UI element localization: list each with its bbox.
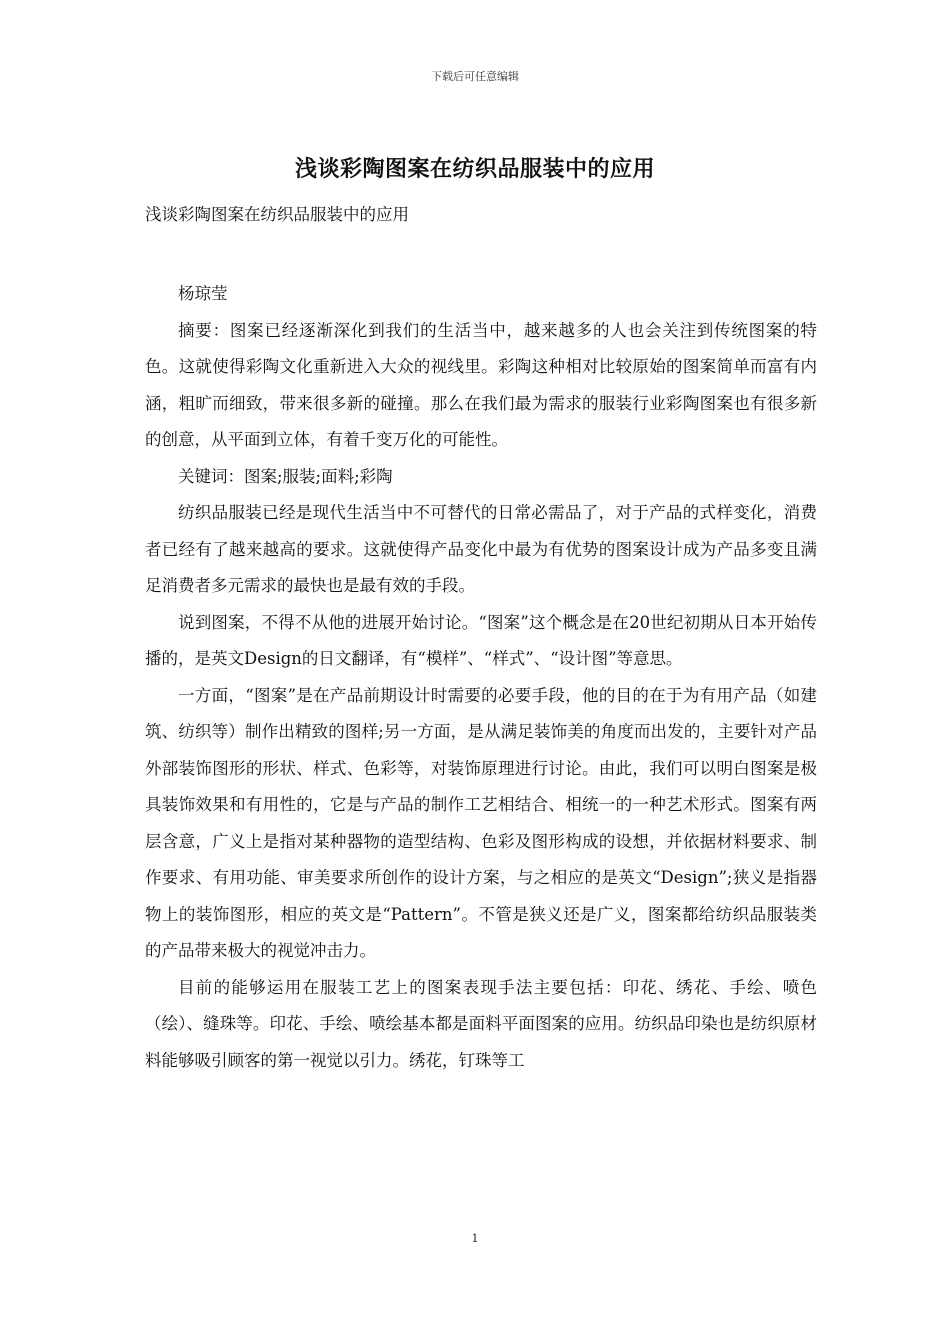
document-title: 浅谈彩陶图案在纺织品服装中的应用 [294, 156, 655, 182]
body-paragraph: 目前的能够运用在服装工艺上的图案表现手法主要包括：印花、绣花、手绘、喷色（绘）、缝珠等。印花、手绘、喷绘基本都是面料平面图案的应用。纺织品印染也是纺织原材料能够吸引顾客的第一视觉以引力。绣花，钉珠等工 [145, 977, 817, 1070]
body-paragraph: 纺织品服装已经是现代生活当中不可替代的日常必需品了，对于产品的式样变化，消费者已经有了越来越高的要求。这就使得产品变化中最为有优势的图案设计成为产品多变且满足消费者多元需求的最快也是最有效的手段。 [145, 503, 817, 595]
author-line: 杨琼莹 [178, 284, 228, 303]
body-paragraph: 一方面，“图案”是在产品前期设计时需要的必要手段，他的目的在于为有用产品（如建筑、纺织等）制作出精致的图样;另一方面，是从满足装饰美的角度而出发的，主要针对产品外部装饰图形的形状、样式、色彩等，对装饰原理进行讨论。由此，我们可以明白图案是极具装饰效果和有用性的，它是与产品的制作工艺相结合、相统一的一种艺术形式。图案有两层含意，广义上是指对某种器物的造型结构、色彩及图形构成的设想，并依据材料要求、制作要求、有用功能、审美要求所创作的设计方案，与之相应的是英文“Design”;狭义是指器物上的装饰图形，相应的英文是“Pattern”。不管是狭义还是广义，图案都给纺织品服装类的产品带来极大的视觉冲击力。 [145, 685, 817, 960]
abstract-paragraph: 摘要：图案已经逐渐深化到我们的生活当中，越来越多的人也会关注到传统图案的特色。这就使得彩陶文化重新进入大众的视线里。彩陶这种相对比较原始的图案简单而富有内涵，粗旷而细致，带来很多新的碰撞。那么在我们最为需求的服装行业彩陶图案也有很多新的创意，从平面到立体，有着千变万化的可能性。 [145, 320, 817, 449]
document-subtitle: 浅谈彩陶图案在纺织品服装中的应用 [145, 205, 409, 224]
document-body [145, 276, 817, 1079]
body-paragraph: 说到图案，不得不从他的进展开始讨论。“图案”这个概念是在20世纪初期从日本开始传播的，是英文Design的日文翻译，有“模样”、“样式”、“设计图”等意思。 [145, 612, 817, 668]
keywords-line: 关键词：图案;服装;面料;彩陶 [178, 466, 393, 486]
page-number: 1 [471, 1232, 479, 1245]
header-note: 下载后可任意编辑 [431, 70, 519, 83]
